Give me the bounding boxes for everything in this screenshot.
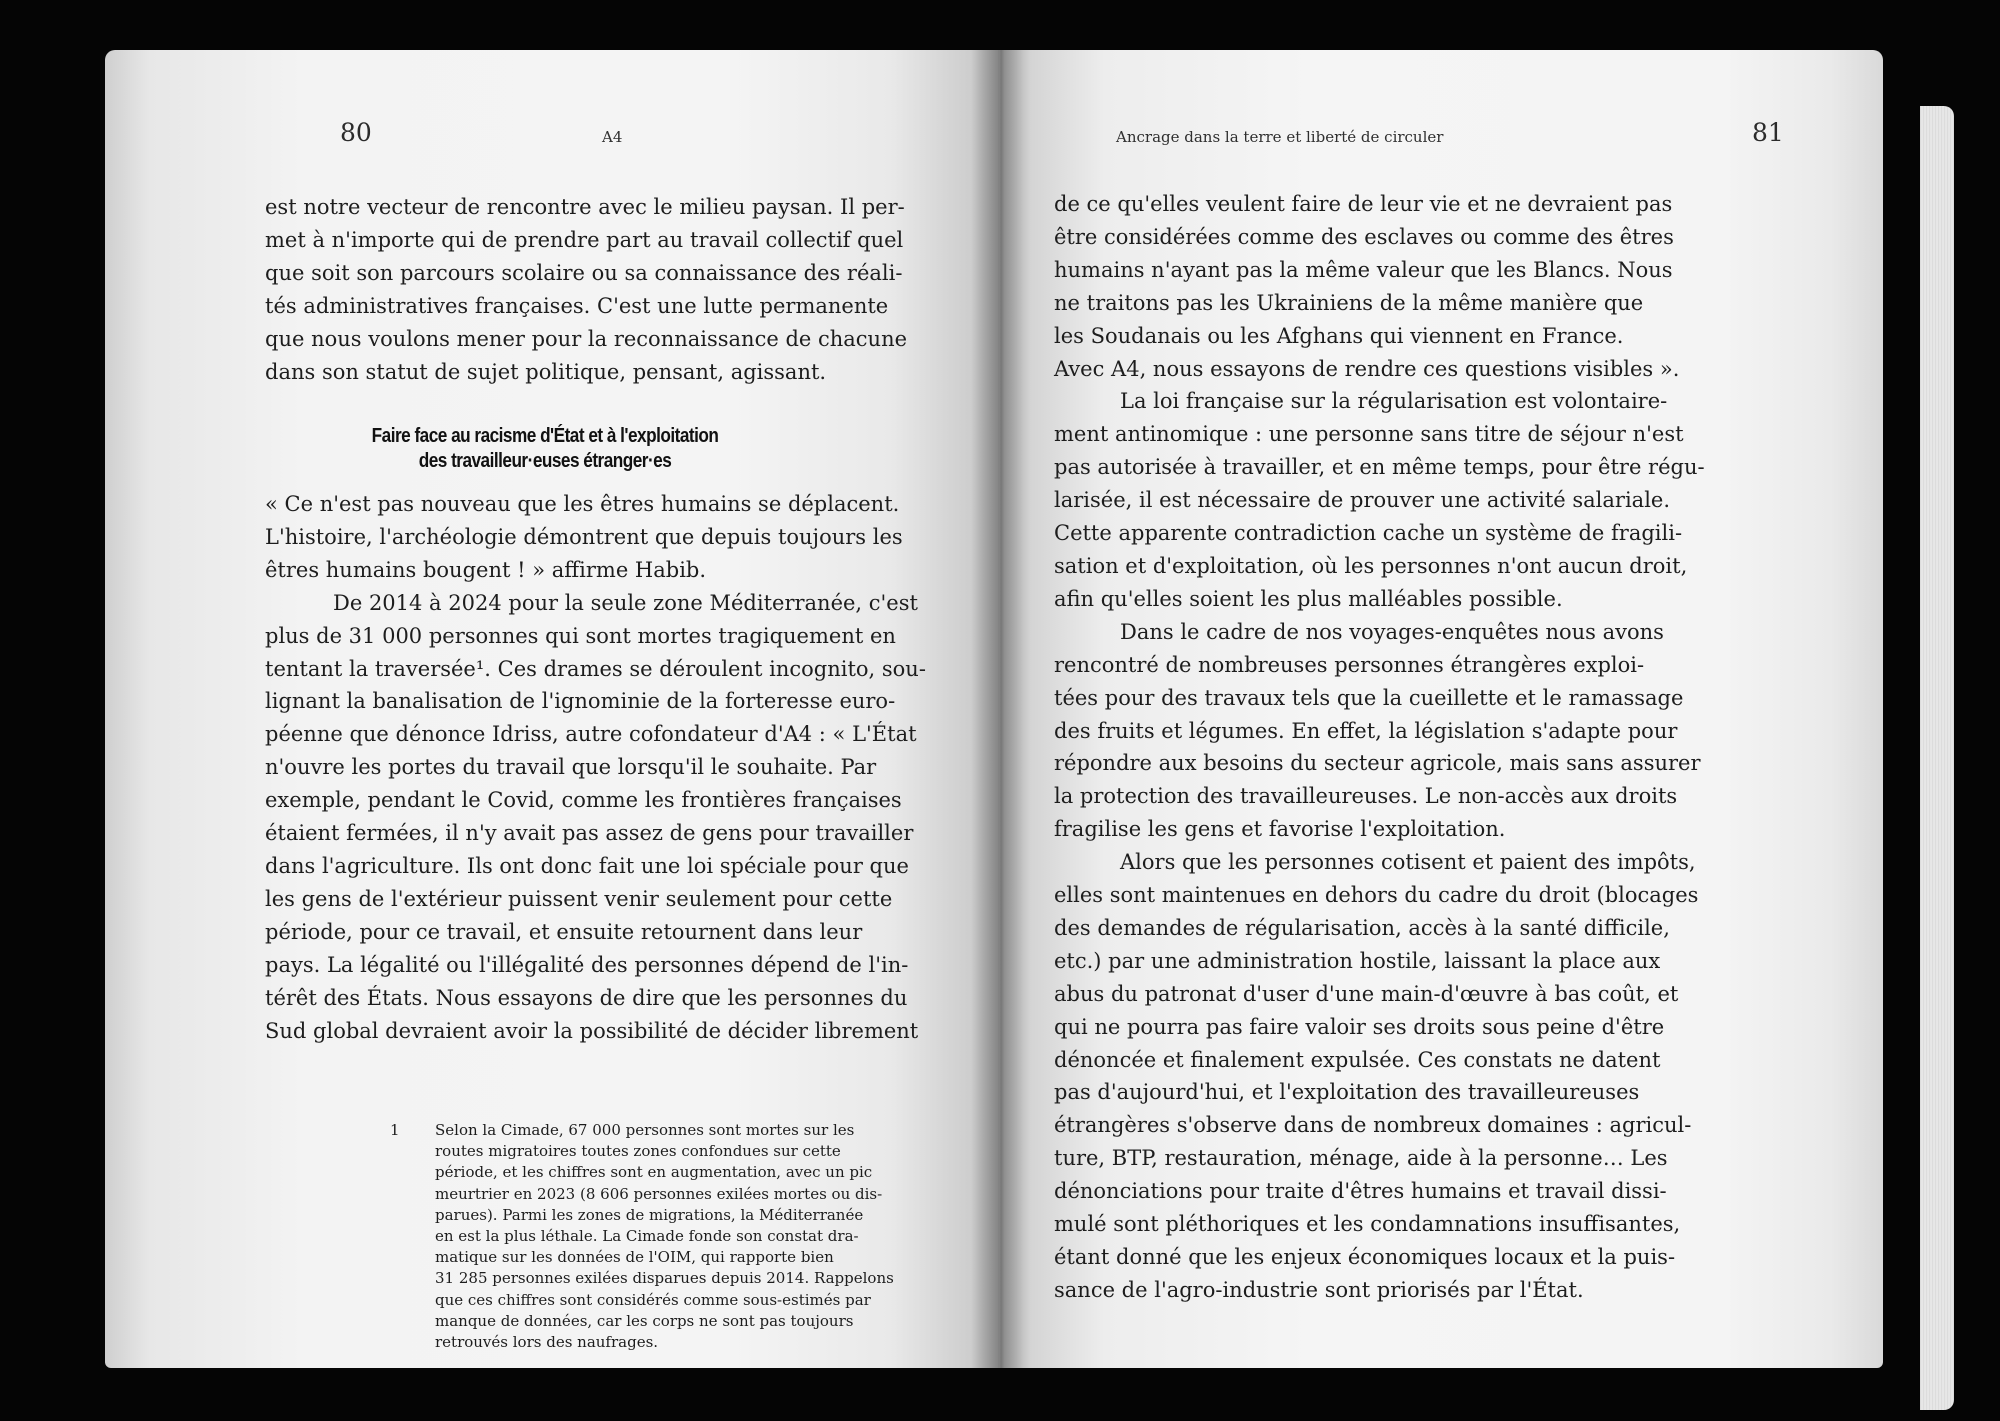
text-line: répondre aux besoins du secteur agricole, mais sans assurer [1054,751,1701,776]
text-line: « Ce n'est pas nouveau que les êtres humains se déplacent. [265,492,900,516]
text-line: n'ouvre les portes du travail que lorsqu'il le souhaite. Par [265,755,877,780]
text-line: dans l'agriculture. Ils ont donc fait une loi spéciale pour que [265,853,909,878]
text-line: abus du patronat d'user d'une main-d'œuvre à bas coût, et [1054,981,1679,1006]
footnote-line: routes migratoires toutes zones confondues sur cette [435,1142,841,1161]
gutter-shadow [971,50,1031,1368]
text-line: de ce qu'elles veulent faire de leur vie et ne devraient pas [1054,192,1673,216]
body-block-1 [265,191,908,388]
text-line: plus de 31 000 personnes qui sont mortes tragiquement en [265,623,896,648]
text-line: Sud global devraient avoir la possibilité de décider librement [265,1018,919,1043]
text-line: la protection des travailleureuses. Le non-accès aux droits [1054,784,1678,809]
footnote-line: retrouvés lors des naufrages. [435,1333,659,1352]
text-line: qui ne pourra pas faire valoir ses droits sous peine d'être [1054,1014,1665,1039]
text-line: que soit son parcours scolaire ou sa connaissance des réali- [265,260,903,285]
text-line: L'histoire, l'archéologie démontrent que depuis toujours les [265,524,903,549]
text-line: étrangères s'observe dans de nombreux domaines : agricul- [1054,1113,1692,1138]
section-heading-line: des travailleur·euses étranger·es [418,450,672,472]
page-edges [1920,106,1954,1410]
footnote-number: 1 [390,1121,400,1139]
footnote-line: en est la plus léthale. La Cimade fonde son constat dra- [435,1227,859,1246]
text-line: ture, BTP, restauration, ménage, aide à la personne… Les [1054,1146,1668,1171]
text-line: De 2014 à 2024 pour la seule zone Méditerranée, c'est [333,590,918,615]
text-line: les Soudanais ou les Afghans qui viennent en France. [1054,323,1624,348]
text-line: tentant la traversée¹. Ces drames se déroulent incognito, sou- [265,656,926,681]
text-line: larisée, il est nécessaire de prouver une activité salariale. [1054,488,1671,513]
section-heading-line: Faire face au racisme d'État et à l'exploitation [371,425,719,447]
text-line: Avec A4, nous essayons de rendre ces questions visibles ». [1054,356,1680,381]
text-line: que nous voulons mener pour la reconnaissance de chacune [265,326,908,351]
book-spread [105,50,1883,1368]
running-head: Ancrage dans la terre et liberté de circuler [1116,128,1444,146]
section-heading [296,424,795,474]
text-line: est notre vecteur de rencontre avec le milieu paysan. Il per- [265,195,905,219]
text-line: Alors que les personnes cotisent et paient des impôts, [1120,850,1696,875]
text-line: pas autorisée à travailler, et en même temps, pour être régu- [1054,455,1705,480]
right-page [998,50,1883,1368]
text-line: tées pour des travaux tels que la cueillette et le ramassage [1054,685,1684,710]
footnote-line: période, et les chiffres sont en augmentation, avec un pic [435,1163,873,1182]
text-line: étaient fermées, il n'y avait pas assez de gens pour travailler [265,821,914,846]
text-line: Dans le cadre de nos voyages-enquêtes nous avons [1120,619,1664,644]
footnote-line: Selon la Cimade, 67 000 personnes sont mortes sur les [435,1121,855,1139]
text-line: elles sont maintenues en dehors du cadre du droit (blocages [1054,883,1699,908]
page-number: 80 [340,118,372,147]
text-line: dénoncée et finalement expulsée. Ces constats ne datent [1054,1047,1661,1072]
text-line: dans son statut de sujet politique, pensant, agissant. [265,359,827,384]
text-line: pays. La légalité ou l'illégalité des personnes dépend de l'in- [265,952,909,977]
text-line: sance de l'agro-industrie sont priorisés par l'État. [1054,1277,1584,1302]
text-line: tés administratives françaises. C'est une lutte permanente [265,293,889,318]
text-line: humains n'ayant pas la même valeur que les Blancs. Nous [1054,257,1673,282]
footnote-line: meurtrier en 2023 (8 606 personnes exilées mortes ou dis- [435,1184,883,1203]
body-block-3 [1054,188,1705,1307]
text-line: êtres humains bougent ! » affirme Habib. [265,557,707,582]
text-line: péenne que dénonce Idriss, autre cofondateur d'A4 : « L'État [265,722,917,747]
text-line: rencontré de nombreuses personnes étrangères exploi- [1054,652,1645,677]
text-line: ne traitons pas les Ukrainiens de la même manière que [1054,290,1644,315]
text-line: mulé sont pléthoriques et les condamnations insuffisantes, [1054,1212,1681,1237]
body-block-2 [265,488,926,1047]
text-line: térêt des États. Nous essayons de dire que les personnes du [265,985,908,1010]
text-line: étant donné que les enjeux économiques locaux et la puis- [1054,1245,1676,1269]
text-line: La loi française sur la régularisation est volontaire- [1120,389,1668,414]
text-line: des fruits et légumes. En effet, la législation s'adapte pour [1054,718,1678,743]
text-line: met à n'importe qui de prendre part au travail collectif quel [265,227,904,252]
text-line: lignant la banalisation de l'ignominie de la forteresse euro- [265,689,896,714]
footnote-line: manque de données, car les corps ne sont pas toujours [435,1311,854,1330]
footnote-line: 31 285 personnes exilées disparues depuis 2014. Rappelons [435,1269,894,1288]
text-line: etc.) par une administration hostile, laissant la place aux [1054,948,1661,973]
footnote [390,1120,895,1353]
text-line: période, pour ce travail, et ensuite retournent dans leur [265,919,863,944]
text-line: sation et d'exploitation, où les personnes n'ont aucun droit, [1054,553,1688,578]
page-number: 81 [1752,118,1784,147]
text-line: être considérées comme des esclaves ou comme des êtres [1054,224,1674,249]
text-line: Cette apparente contradiction cache un système de fragili- [1054,521,1683,546]
text-line: afin qu'elles soient les plus malléables possible. [1054,586,1563,611]
text-line: pas d'aujourd'hui, et l'exploitation des travailleureuses [1054,1080,1640,1105]
running-head: A4 [602,128,623,146]
text-line: des demandes de régularisation, accès à la santé difficile, [1054,915,1670,940]
text-line: ment antinomique : une personne sans titre de séjour n'est [1054,422,1684,447]
text-line: fragilise les gens et favorise l'exploitation. [1054,817,1506,842]
text-line: dénonciations pour traite d'êtres humains et travail dissi- [1054,1179,1667,1204]
text-line: les gens de l'extérieur puissent venir seulement pour cette [265,886,893,911]
left-page [105,50,998,1368]
footnote-line: matique sur les données de l'OIM, qui rapporte bien [435,1248,834,1267]
footnote-line: que ces chiffres sont considérés comme sous-estimés par [435,1290,871,1309]
footnote-line: parues). Parmi les zones de migrations, la Méditerranée [435,1205,864,1224]
text-line: exemple, pendant le Covid, comme les frontières françaises [265,788,902,813]
